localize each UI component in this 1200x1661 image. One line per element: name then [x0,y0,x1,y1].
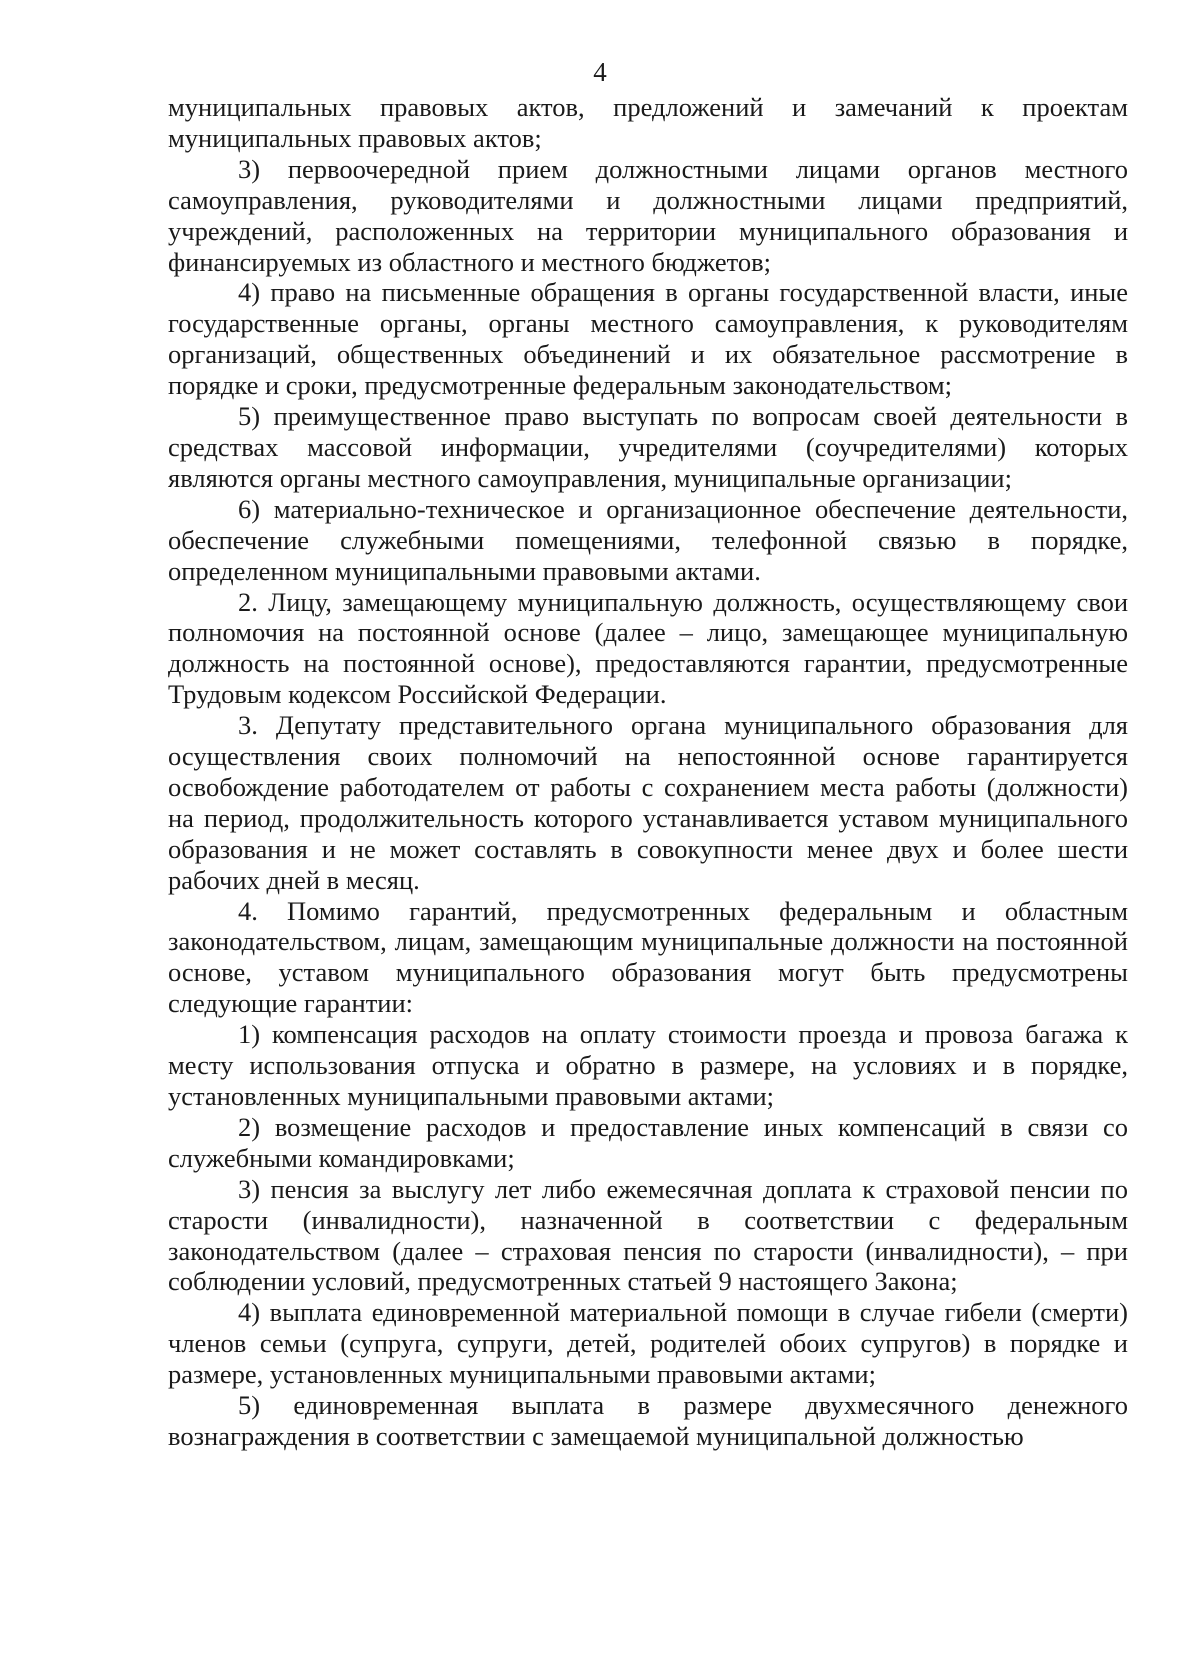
paragraph-continuation: муниципальных правовых актов, предложений и замечаний к проектам муниципальных правовых актов; [168,92,1128,153]
paragraph-item-3: 3) первоочередной прием должностными лицами органов местного самоуправления, руководителями и должностными лицами предприятий, учреждений, расположенных на территории муниципального образования и финансируемых из областного и местного бюджетов; [168,153,1128,277]
page-number: 4 [593,57,607,87]
paragraph-guarantee-1: 1) компенсация расходов на оплату стоимости проезда и провоза багажа к месту использования отпуска и обратно в размере, на условиях и в порядке, установленных муниципальными правовыми актами; [168,1019,1128,1111]
paragraph-guarantee-2: 2) возмещение расходов и предоставление иных компенсаций в связи со служебными командировками; [168,1111,1128,1173]
paragraph-guarantee-5: 5) единовременная выплата в размере двухмесячного денежного вознаграждения в соответствии с замещаемой муниципальной должностью [168,1390,1128,1451]
document-body [168,92,1128,1452]
paragraph-item-5: 5) преимущественное право выступать по вопросам своей деятельности в средствах массовой информации, учредителями (соучредителями) которых являются органы местного самоуправления, муниципальные организации; [168,401,1128,493]
paragraph-guarantee-3: 3) пенсия за выслугу лет либо ежемесячная доплата к страховой пенсии по старости (инвалидности), назначенной в соответствии с федеральным законодательством (далее – страховая пенсия по старости (инвалидности), – при соблюдении условий, предусмотренных статьей 9 настоящего Закона; [168,1173,1128,1297]
paragraph-section-3: 3. Депутату представительного органа муниципального образования для осуществления своих полномочий на непостоянной основе гарантируется освобождение работодателем от работы с сохранением места работы (должности) на период, продолжительность которого устанавливается уставом муниципального образования и не может составлять в совокупности менее двух и более шести рабочих дней в месяц. [168,710,1128,895]
paragraph-section-2: 2. Лицу, замещающему муниципальную должность, осуществляющему свои полномочия на постоянной основе (далее – лицо, замещающее муниципальную должность на постоянной основе), предоставляются гарантии, предусмотренные Трудовым кодексом Российской Федерации. [168,586,1128,710]
paragraph-item-4: 4) право на письменные обращения в органы государственной власти, иные государственные органы, органы местного самоуправления, к руководителям организаций, общественных объединений и их обязательное рассмотрение в порядке и сроки, предусмотренные федеральным законодательством; [168,277,1128,401]
paragraph-section-4: 4. Помимо гарантий, предусмотренных федеральным и областным законодательством, лицам, замещающим муниципальные должности на постоянной основе, уставом муниципального образования могут быть предусмотрены следующие гарантии: [168,895,1128,1019]
paragraph-guarantee-4: 4) выплата единовременной материальной помощи в случае гибели (смерти) членов семьи (супруга, супруги, детей, родителей обоих супругов) в порядке и размере, установленных муниципальными правовыми актами; [168,1297,1128,1390]
paragraph-item-6: 6) материально-техническое и организационное обеспечение деятельности, обеспечение служебными помещениями, телефонной связью в порядке, определенном муниципальными правовыми актами. [168,493,1128,586]
